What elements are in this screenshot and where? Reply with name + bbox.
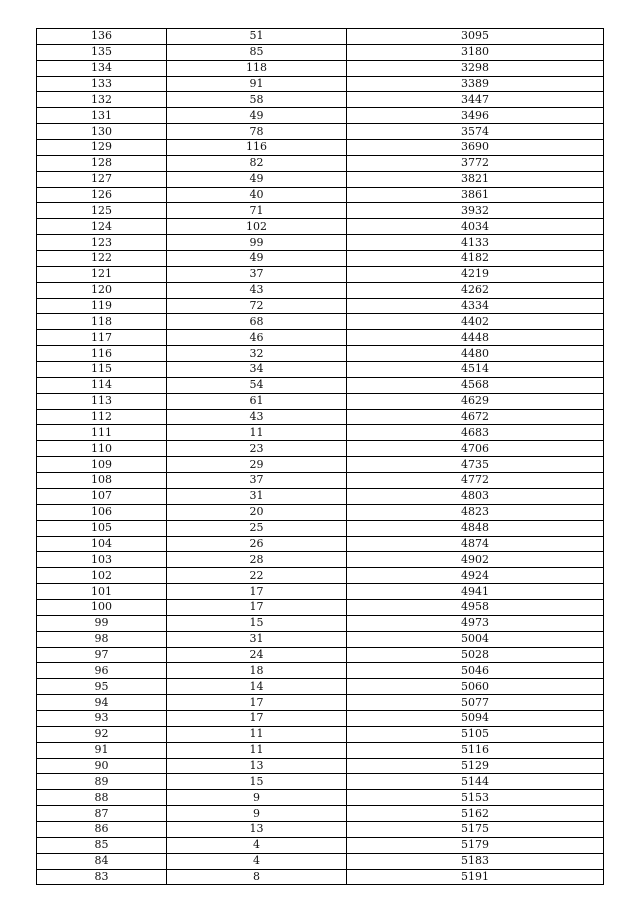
score-cell: 100 bbox=[37, 599, 167, 615]
score-cell: 122 bbox=[37, 251, 167, 267]
table-row bbox=[37, 584, 604, 600]
score-cell: 126 bbox=[37, 187, 167, 203]
cumulative-count-cell: 4924 bbox=[347, 568, 604, 584]
count-cell: 4 bbox=[167, 837, 347, 853]
table-row bbox=[37, 599, 604, 615]
table-row bbox=[37, 251, 604, 267]
table-row bbox=[37, 742, 604, 758]
count-cell: 9 bbox=[167, 790, 347, 806]
count-cell: 49 bbox=[167, 251, 347, 267]
cumulative-count-cell: 4803 bbox=[347, 488, 604, 504]
cumulative-count-cell: 4182 bbox=[347, 251, 604, 267]
score-cell: 91 bbox=[37, 742, 167, 758]
table-row bbox=[37, 171, 604, 187]
cumulative-count-cell: 3772 bbox=[347, 155, 604, 171]
count-cell: 26 bbox=[167, 536, 347, 552]
table-row bbox=[37, 536, 604, 552]
count-cell: 116 bbox=[167, 140, 347, 156]
count-cell: 118 bbox=[167, 60, 347, 76]
cumulative-count-cell: 5094 bbox=[347, 710, 604, 726]
cumulative-count-cell: 5175 bbox=[347, 821, 604, 837]
cumulative-count-cell: 3095 bbox=[347, 29, 604, 45]
cumulative-count-cell: 5183 bbox=[347, 853, 604, 869]
count-cell: 29 bbox=[167, 457, 347, 473]
count-cell: 61 bbox=[167, 393, 347, 409]
score-cell: 109 bbox=[37, 457, 167, 473]
table-row bbox=[37, 679, 604, 695]
score-cell: 92 bbox=[37, 726, 167, 742]
score-cell: 95 bbox=[37, 679, 167, 695]
score-cell: 84 bbox=[37, 853, 167, 869]
cumulative-count-cell: 4480 bbox=[347, 346, 604, 362]
count-cell: 22 bbox=[167, 568, 347, 584]
table-row bbox=[37, 60, 604, 76]
score-cell: 136 bbox=[37, 29, 167, 45]
cumulative-count-cell: 3447 bbox=[347, 92, 604, 108]
cumulative-count-cell: 4772 bbox=[347, 473, 604, 489]
count-cell: 15 bbox=[167, 774, 347, 790]
cumulative-count-cell: 3180 bbox=[347, 44, 604, 60]
score-cell: 96 bbox=[37, 663, 167, 679]
count-cell: 58 bbox=[167, 92, 347, 108]
count-cell: 82 bbox=[167, 155, 347, 171]
cumulative-count-cell: 4706 bbox=[347, 441, 604, 457]
count-cell: 49 bbox=[167, 108, 347, 124]
cumulative-count-cell: 4823 bbox=[347, 504, 604, 520]
table-row bbox=[37, 393, 604, 409]
score-cell: 97 bbox=[37, 647, 167, 663]
table-row bbox=[37, 409, 604, 425]
table-row bbox=[37, 425, 604, 441]
cumulative-count-cell: 5105 bbox=[347, 726, 604, 742]
table-row bbox=[37, 441, 604, 457]
cumulative-count-cell: 3690 bbox=[347, 140, 604, 156]
table-row bbox=[37, 695, 604, 711]
score-distribution-table bbox=[36, 28, 604, 885]
count-cell: 54 bbox=[167, 377, 347, 393]
count-cell: 14 bbox=[167, 679, 347, 695]
score-cell: 123 bbox=[37, 235, 167, 251]
score-cell: 98 bbox=[37, 631, 167, 647]
cumulative-count-cell: 5162 bbox=[347, 806, 604, 822]
cumulative-count-cell: 4973 bbox=[347, 615, 604, 631]
table-row bbox=[37, 92, 604, 108]
table-row bbox=[37, 346, 604, 362]
score-cell: 86 bbox=[37, 821, 167, 837]
table-row bbox=[37, 457, 604, 473]
count-cell: 72 bbox=[167, 298, 347, 314]
cumulative-count-cell: 4334 bbox=[347, 298, 604, 314]
cumulative-count-cell: 4219 bbox=[347, 266, 604, 282]
count-cell: 71 bbox=[167, 203, 347, 219]
count-cell: 11 bbox=[167, 726, 347, 742]
score-cell: 134 bbox=[37, 60, 167, 76]
score-cell: 116 bbox=[37, 346, 167, 362]
table-row bbox=[37, 647, 604, 663]
count-cell: 43 bbox=[167, 282, 347, 298]
count-cell: 23 bbox=[167, 441, 347, 457]
table-row bbox=[37, 203, 604, 219]
table-row bbox=[37, 219, 604, 235]
count-cell: 28 bbox=[167, 552, 347, 568]
count-cell: 43 bbox=[167, 409, 347, 425]
count-cell: 17 bbox=[167, 710, 347, 726]
cumulative-count-cell: 4874 bbox=[347, 536, 604, 552]
cumulative-count-cell: 3298 bbox=[347, 60, 604, 76]
table-row bbox=[37, 155, 604, 171]
count-cell: 37 bbox=[167, 473, 347, 489]
score-cell: 131 bbox=[37, 108, 167, 124]
cumulative-count-cell: 5129 bbox=[347, 758, 604, 774]
score-cell: 128 bbox=[37, 155, 167, 171]
cumulative-count-cell: 3861 bbox=[347, 187, 604, 203]
cumulative-count-cell: 3389 bbox=[347, 76, 604, 92]
count-cell: 11 bbox=[167, 425, 347, 441]
count-cell: 34 bbox=[167, 362, 347, 378]
cumulative-count-cell: 5077 bbox=[347, 695, 604, 711]
table-row bbox=[37, 187, 604, 203]
cumulative-count-cell: 4402 bbox=[347, 314, 604, 330]
table-row bbox=[37, 774, 604, 790]
table-row bbox=[37, 362, 604, 378]
score-cell: 99 bbox=[37, 615, 167, 631]
count-cell: 91 bbox=[167, 76, 347, 92]
score-cell: 106 bbox=[37, 504, 167, 520]
cumulative-count-cell: 4133 bbox=[347, 235, 604, 251]
table-row bbox=[37, 710, 604, 726]
table-row bbox=[37, 29, 604, 45]
cumulative-count-cell: 4958 bbox=[347, 599, 604, 615]
score-cell: 110 bbox=[37, 441, 167, 457]
score-cell: 88 bbox=[37, 790, 167, 806]
table-row bbox=[37, 663, 604, 679]
count-cell: 31 bbox=[167, 631, 347, 647]
table-row bbox=[37, 44, 604, 60]
cumulative-count-cell: 5060 bbox=[347, 679, 604, 695]
cumulative-count-cell: 3932 bbox=[347, 203, 604, 219]
table-row bbox=[37, 377, 604, 393]
table-row bbox=[37, 282, 604, 298]
count-cell: 13 bbox=[167, 821, 347, 837]
cumulative-count-cell: 5028 bbox=[347, 647, 604, 663]
table-row bbox=[37, 520, 604, 536]
table-row bbox=[37, 140, 604, 156]
score-cell: 105 bbox=[37, 520, 167, 536]
score-cell: 112 bbox=[37, 409, 167, 425]
count-cell: 102 bbox=[167, 219, 347, 235]
cumulative-count-cell: 4568 bbox=[347, 377, 604, 393]
score-cell: 132 bbox=[37, 92, 167, 108]
count-cell: 31 bbox=[167, 488, 347, 504]
table-row bbox=[37, 266, 604, 282]
cumulative-count-cell: 4902 bbox=[347, 552, 604, 568]
cumulative-count-cell: 5179 bbox=[347, 837, 604, 853]
table-row bbox=[37, 615, 604, 631]
score-cell: 114 bbox=[37, 377, 167, 393]
table-row bbox=[37, 631, 604, 647]
count-cell: 40 bbox=[167, 187, 347, 203]
count-cell: 99 bbox=[167, 235, 347, 251]
table-row bbox=[37, 568, 604, 584]
cumulative-count-cell: 5191 bbox=[347, 869, 604, 885]
score-cell: 135 bbox=[37, 44, 167, 60]
count-cell: 68 bbox=[167, 314, 347, 330]
table-row bbox=[37, 726, 604, 742]
table-row bbox=[37, 869, 604, 885]
table-row bbox=[37, 76, 604, 92]
cumulative-count-cell: 4848 bbox=[347, 520, 604, 536]
cumulative-count-cell: 3821 bbox=[347, 171, 604, 187]
score-cell: 120 bbox=[37, 282, 167, 298]
count-cell: 51 bbox=[167, 29, 347, 45]
table-body bbox=[37, 29, 604, 885]
score-cell: 111 bbox=[37, 425, 167, 441]
score-cell: 103 bbox=[37, 552, 167, 568]
score-cell: 118 bbox=[37, 314, 167, 330]
score-cell: 87 bbox=[37, 806, 167, 822]
cumulative-count-cell: 3574 bbox=[347, 124, 604, 140]
cumulative-count-cell: 4514 bbox=[347, 362, 604, 378]
cumulative-count-cell: 4941 bbox=[347, 584, 604, 600]
count-cell: 78 bbox=[167, 124, 347, 140]
table-row bbox=[37, 298, 604, 314]
count-cell: 15 bbox=[167, 615, 347, 631]
score-cell: 85 bbox=[37, 837, 167, 853]
cumulative-count-cell: 5004 bbox=[347, 631, 604, 647]
table-row bbox=[37, 758, 604, 774]
count-cell: 24 bbox=[167, 647, 347, 663]
count-cell: 85 bbox=[167, 44, 347, 60]
cumulative-count-cell: 4672 bbox=[347, 409, 604, 425]
score-cell: 90 bbox=[37, 758, 167, 774]
count-cell: 46 bbox=[167, 330, 347, 346]
table-row bbox=[37, 488, 604, 504]
score-cell: 113 bbox=[37, 393, 167, 409]
count-cell: 25 bbox=[167, 520, 347, 536]
score-cell: 129 bbox=[37, 140, 167, 156]
score-cell: 83 bbox=[37, 869, 167, 885]
table-row bbox=[37, 806, 604, 822]
table-row bbox=[37, 330, 604, 346]
count-cell: 8 bbox=[167, 869, 347, 885]
table-row bbox=[37, 108, 604, 124]
table-row bbox=[37, 821, 604, 837]
score-cell: 104 bbox=[37, 536, 167, 552]
cumulative-count-cell: 4448 bbox=[347, 330, 604, 346]
score-cell: 124 bbox=[37, 219, 167, 235]
cumulative-count-cell: 5153 bbox=[347, 790, 604, 806]
cumulative-count-cell: 5144 bbox=[347, 774, 604, 790]
score-cell: 89 bbox=[37, 774, 167, 790]
count-cell: 17 bbox=[167, 599, 347, 615]
table-row bbox=[37, 235, 604, 251]
score-cell: 125 bbox=[37, 203, 167, 219]
count-cell: 17 bbox=[167, 695, 347, 711]
score-cell: 121 bbox=[37, 266, 167, 282]
count-cell: 49 bbox=[167, 171, 347, 187]
table-row bbox=[37, 552, 604, 568]
score-cell: 127 bbox=[37, 171, 167, 187]
table-row bbox=[37, 314, 604, 330]
count-cell: 17 bbox=[167, 584, 347, 600]
cumulative-count-cell: 5046 bbox=[347, 663, 604, 679]
count-cell: 20 bbox=[167, 504, 347, 520]
score-cell: 119 bbox=[37, 298, 167, 314]
table-row bbox=[37, 837, 604, 853]
count-cell: 32 bbox=[167, 346, 347, 362]
table-row bbox=[37, 504, 604, 520]
cumulative-count-cell: 4735 bbox=[347, 457, 604, 473]
score-cell: 117 bbox=[37, 330, 167, 346]
cumulative-count-cell: 4629 bbox=[347, 393, 604, 409]
score-cell: 93 bbox=[37, 710, 167, 726]
score-cell: 94 bbox=[37, 695, 167, 711]
score-cell: 133 bbox=[37, 76, 167, 92]
table-row bbox=[37, 790, 604, 806]
count-cell: 13 bbox=[167, 758, 347, 774]
cumulative-count-cell: 3496 bbox=[347, 108, 604, 124]
cumulative-count-cell: 5116 bbox=[347, 742, 604, 758]
count-cell: 4 bbox=[167, 853, 347, 869]
cumulative-count-cell: 4683 bbox=[347, 425, 604, 441]
count-cell: 11 bbox=[167, 742, 347, 758]
score-cell: 101 bbox=[37, 584, 167, 600]
count-cell: 18 bbox=[167, 663, 347, 679]
cumulative-count-cell: 4034 bbox=[347, 219, 604, 235]
table-row bbox=[37, 853, 604, 869]
count-cell: 9 bbox=[167, 806, 347, 822]
score-cell: 107 bbox=[37, 488, 167, 504]
table-row bbox=[37, 124, 604, 140]
count-cell: 37 bbox=[167, 266, 347, 282]
cumulative-count-cell: 4262 bbox=[347, 282, 604, 298]
table-row bbox=[37, 473, 604, 489]
score-cell: 102 bbox=[37, 568, 167, 584]
score-cell: 115 bbox=[37, 362, 167, 378]
score-cell: 130 bbox=[37, 124, 167, 140]
score-cell: 108 bbox=[37, 473, 167, 489]
